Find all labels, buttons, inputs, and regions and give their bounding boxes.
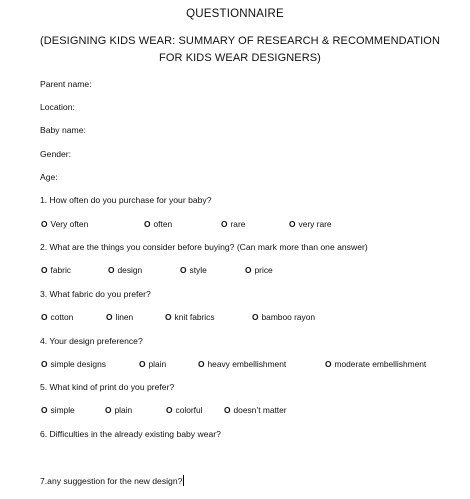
q5-option-doesnt-matter[interactable]: O doesn’t matter	[224, 405, 287, 415]
q5-option-plain[interactable]: O plain	[105, 405, 133, 415]
q4-option-moderate-embellishment[interactable]: O moderate embellishment	[325, 359, 427, 369]
parent-name-field[interactable]: Parent name:	[40, 79, 92, 89]
radio-bullet-icon: O	[325, 359, 332, 369]
radio-bullet-icon: O	[166, 405, 173, 415]
q2-option-design[interactable]: O design	[108, 265, 143, 275]
radio-bullet-icon: O	[221, 219, 228, 229]
radio-bullet-icon: O	[108, 265, 115, 275]
radio-bullet-icon: O	[252, 312, 259, 322]
radio-bullet-icon: O	[165, 312, 172, 322]
radio-bullet-icon: O	[245, 265, 252, 275]
question-7[interactable]: 7.any suggestion for the new design?	[40, 476, 183, 486]
radio-bullet-icon: O	[106, 312, 113, 322]
question-5: 5. What kind of print do you prefer?	[40, 382, 175, 392]
q3-option-knit-fabrics[interactable]: O knit fabrics	[165, 312, 215, 322]
radio-bullet-icon: O	[41, 219, 48, 229]
document-title: QUESTIONNAIRE	[186, 8, 284, 20]
radio-bullet-icon: O	[41, 312, 48, 322]
q2-option-fabric[interactable]: O fabric	[41, 265, 71, 275]
age-field[interactable]: Age:	[40, 172, 58, 182]
q4-option-simple-designs[interactable]: O simple designs	[41, 359, 106, 369]
q3-option-cotton[interactable]: O cotton	[41, 312, 74, 322]
radio-bullet-icon: O	[144, 219, 151, 229]
q1-option-rare[interactable]: O rare	[221, 219, 246, 229]
radio-bullet-icon: O	[180, 265, 187, 275]
radio-bullet-icon: O	[289, 219, 296, 229]
gender-field[interactable]: Gender:	[40, 149, 72, 159]
q2-option-price[interactable]: O price	[245, 265, 273, 275]
radio-bullet-icon: O	[105, 405, 112, 415]
question-4: 4. Your design preference?	[40, 336, 143, 346]
question-3: 3. What fabric do you prefer?	[40, 289, 151, 299]
radio-bullet-icon: O	[224, 405, 231, 415]
text-cursor-icon	[183, 475, 184, 486]
q5-option-colorful[interactable]: O colorful	[166, 405, 203, 415]
radio-bullet-icon: O	[41, 405, 48, 415]
document-subtitle-line-1: (DESIGNING KIDS WEAR: SUMMARY OF RESEARCH & RECOMMENDATION	[39, 35, 440, 47]
q4-option-plain[interactable]: O plain	[139, 359, 167, 369]
radio-bullet-icon: O	[139, 359, 146, 369]
radio-bullet-icon: O	[41, 359, 48, 369]
q5-option-simple[interactable]: O simple	[41, 405, 75, 415]
q1-option-very-rare[interactable]: O very rare	[289, 219, 332, 229]
question-1: 1. How often do you purchase for your baby?	[40, 195, 212, 205]
question-2: 2. What are the things you consider before buying? (Can mark more than one answer)	[40, 242, 368, 252]
radio-bullet-icon: O	[41, 265, 48, 275]
question-6: 6. Difficulties in the already existing baby wear?	[40, 429, 221, 439]
q3-option-bamboo-rayon[interactable]: O bamboo rayon	[252, 312, 316, 322]
document-subtitle-line-2: FOR KIDS WEAR DESIGNERS)	[159, 52, 321, 64]
baby-name-field[interactable]: Baby name:	[40, 125, 86, 135]
q1-option-very-often[interactable]: O Very often	[41, 219, 89, 229]
q2-option-style[interactable]: O style	[180, 265, 207, 275]
q3-option-linen[interactable]: O linen	[106, 312, 134, 322]
q4-option-heavy-embellishment[interactable]: O heavy embellishment	[198, 359, 287, 369]
radio-bullet-icon: O	[198, 359, 205, 369]
location-field[interactable]: Location:	[40, 102, 75, 112]
q1-option-often[interactable]: O often	[144, 219, 173, 229]
